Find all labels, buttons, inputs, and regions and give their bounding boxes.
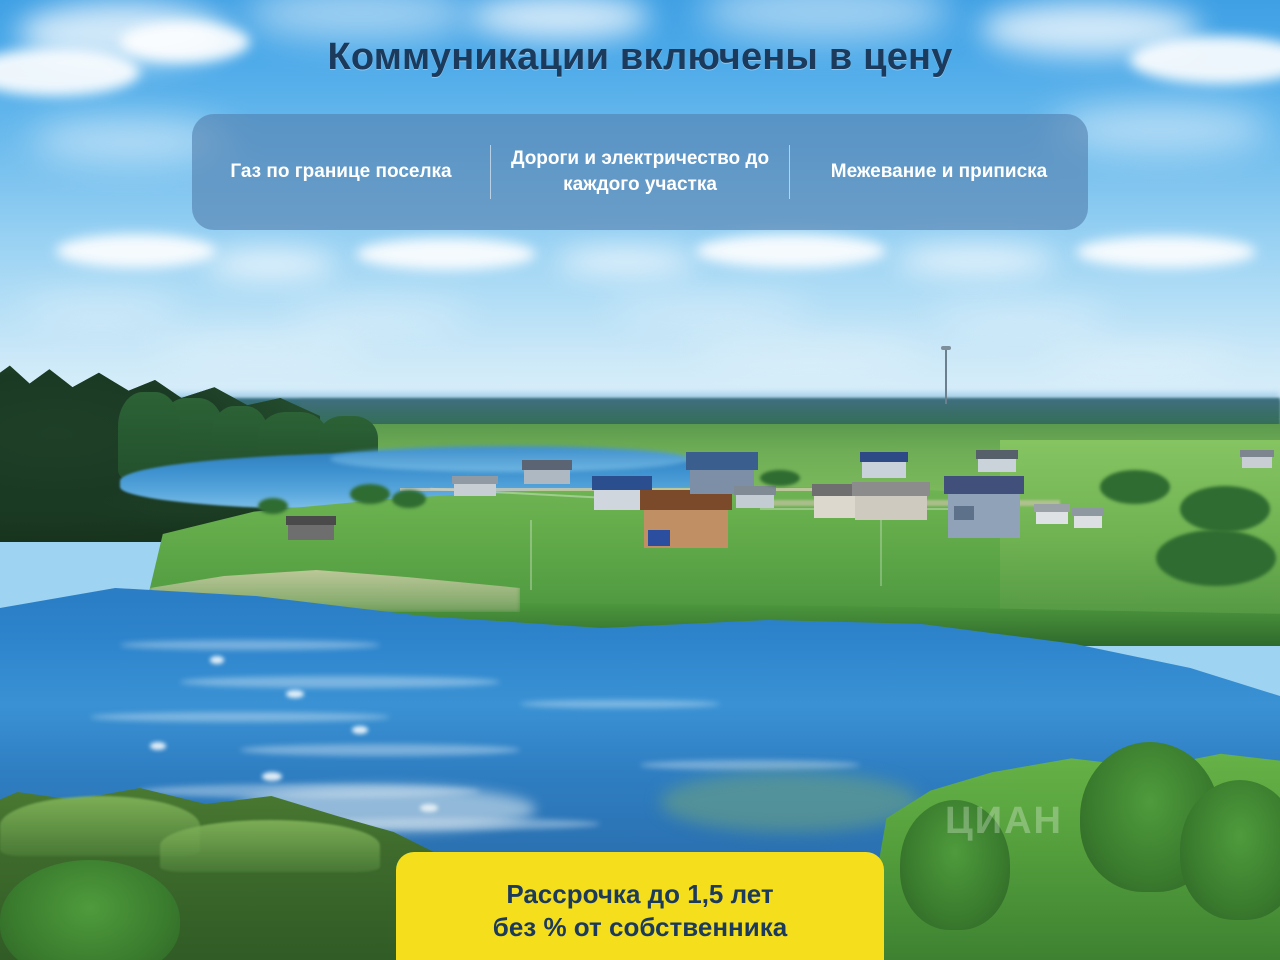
water-sparkle bbox=[262, 772, 282, 781]
watermark: ЦИАН bbox=[945, 800, 1063, 842]
feature-item-survey-registration: Межевание и приписка bbox=[830, 161, 1048, 183]
installment-promo-badge bbox=[396, 852, 884, 960]
house bbox=[640, 490, 732, 548]
cloud bbox=[696, 234, 886, 268]
water-sparkle bbox=[286, 690, 304, 698]
bush bbox=[392, 490, 426, 508]
house bbox=[452, 476, 498, 496]
house bbox=[944, 476, 1024, 538]
reeds bbox=[160, 820, 380, 872]
water-sparkle bbox=[210, 656, 224, 664]
house bbox=[286, 516, 336, 540]
house bbox=[976, 450, 1018, 472]
water-sparkle bbox=[352, 726, 368, 734]
water-glint bbox=[120, 640, 380, 650]
cloud bbox=[206, 250, 336, 278]
cloud bbox=[290, 304, 470, 326]
cloud bbox=[896, 246, 1056, 274]
water-glint bbox=[90, 712, 390, 722]
cloud bbox=[610, 298, 810, 320]
cloud bbox=[690, 342, 930, 360]
cloud bbox=[56, 234, 216, 268]
cloud bbox=[556, 248, 696, 274]
water-glint bbox=[640, 760, 860, 770]
water-glint bbox=[240, 744, 520, 756]
cloud bbox=[930, 306, 1110, 328]
bush bbox=[760, 470, 800, 486]
promo-line-1: Рассрочка до 1,5 лет bbox=[506, 879, 774, 909]
distant-treeline-secondary bbox=[300, 400, 1280, 426]
feature-item-roads-electricity: Дороги и электричество до каждого участка bbox=[510, 148, 770, 195]
features-card bbox=[192, 114, 1088, 230]
parcel-line bbox=[530, 520, 532, 590]
house bbox=[1072, 508, 1104, 528]
bush bbox=[1100, 470, 1170, 504]
cloud bbox=[20, 298, 180, 320]
house bbox=[860, 452, 908, 478]
shallow-weeds bbox=[660, 772, 920, 832]
cloud bbox=[150, 338, 370, 356]
water-glint bbox=[520, 700, 720, 708]
cloud bbox=[356, 238, 536, 270]
bush bbox=[258, 498, 288, 514]
water-sparkle bbox=[150, 742, 166, 750]
radio-tower-top bbox=[941, 346, 951, 350]
cloud bbox=[1040, 350, 1240, 366]
promo-line-2: без % от собственника bbox=[492, 912, 788, 943]
house bbox=[1240, 450, 1274, 468]
house bbox=[1034, 504, 1070, 524]
house bbox=[522, 460, 572, 484]
house bbox=[734, 486, 776, 508]
feature-item-gas: Газ по границе поселка bbox=[230, 161, 452, 183]
radio-tower bbox=[945, 348, 947, 404]
house bbox=[852, 482, 930, 520]
bush bbox=[1156, 530, 1276, 586]
upper-lake-highlight bbox=[330, 446, 690, 472]
cloud bbox=[1076, 236, 1256, 268]
parcel-line bbox=[880, 520, 882, 586]
page-title: Коммуникации включены в цену bbox=[327, 36, 953, 78]
water-glint bbox=[180, 676, 500, 688]
bush bbox=[350, 484, 390, 504]
bush bbox=[1180, 486, 1270, 532]
